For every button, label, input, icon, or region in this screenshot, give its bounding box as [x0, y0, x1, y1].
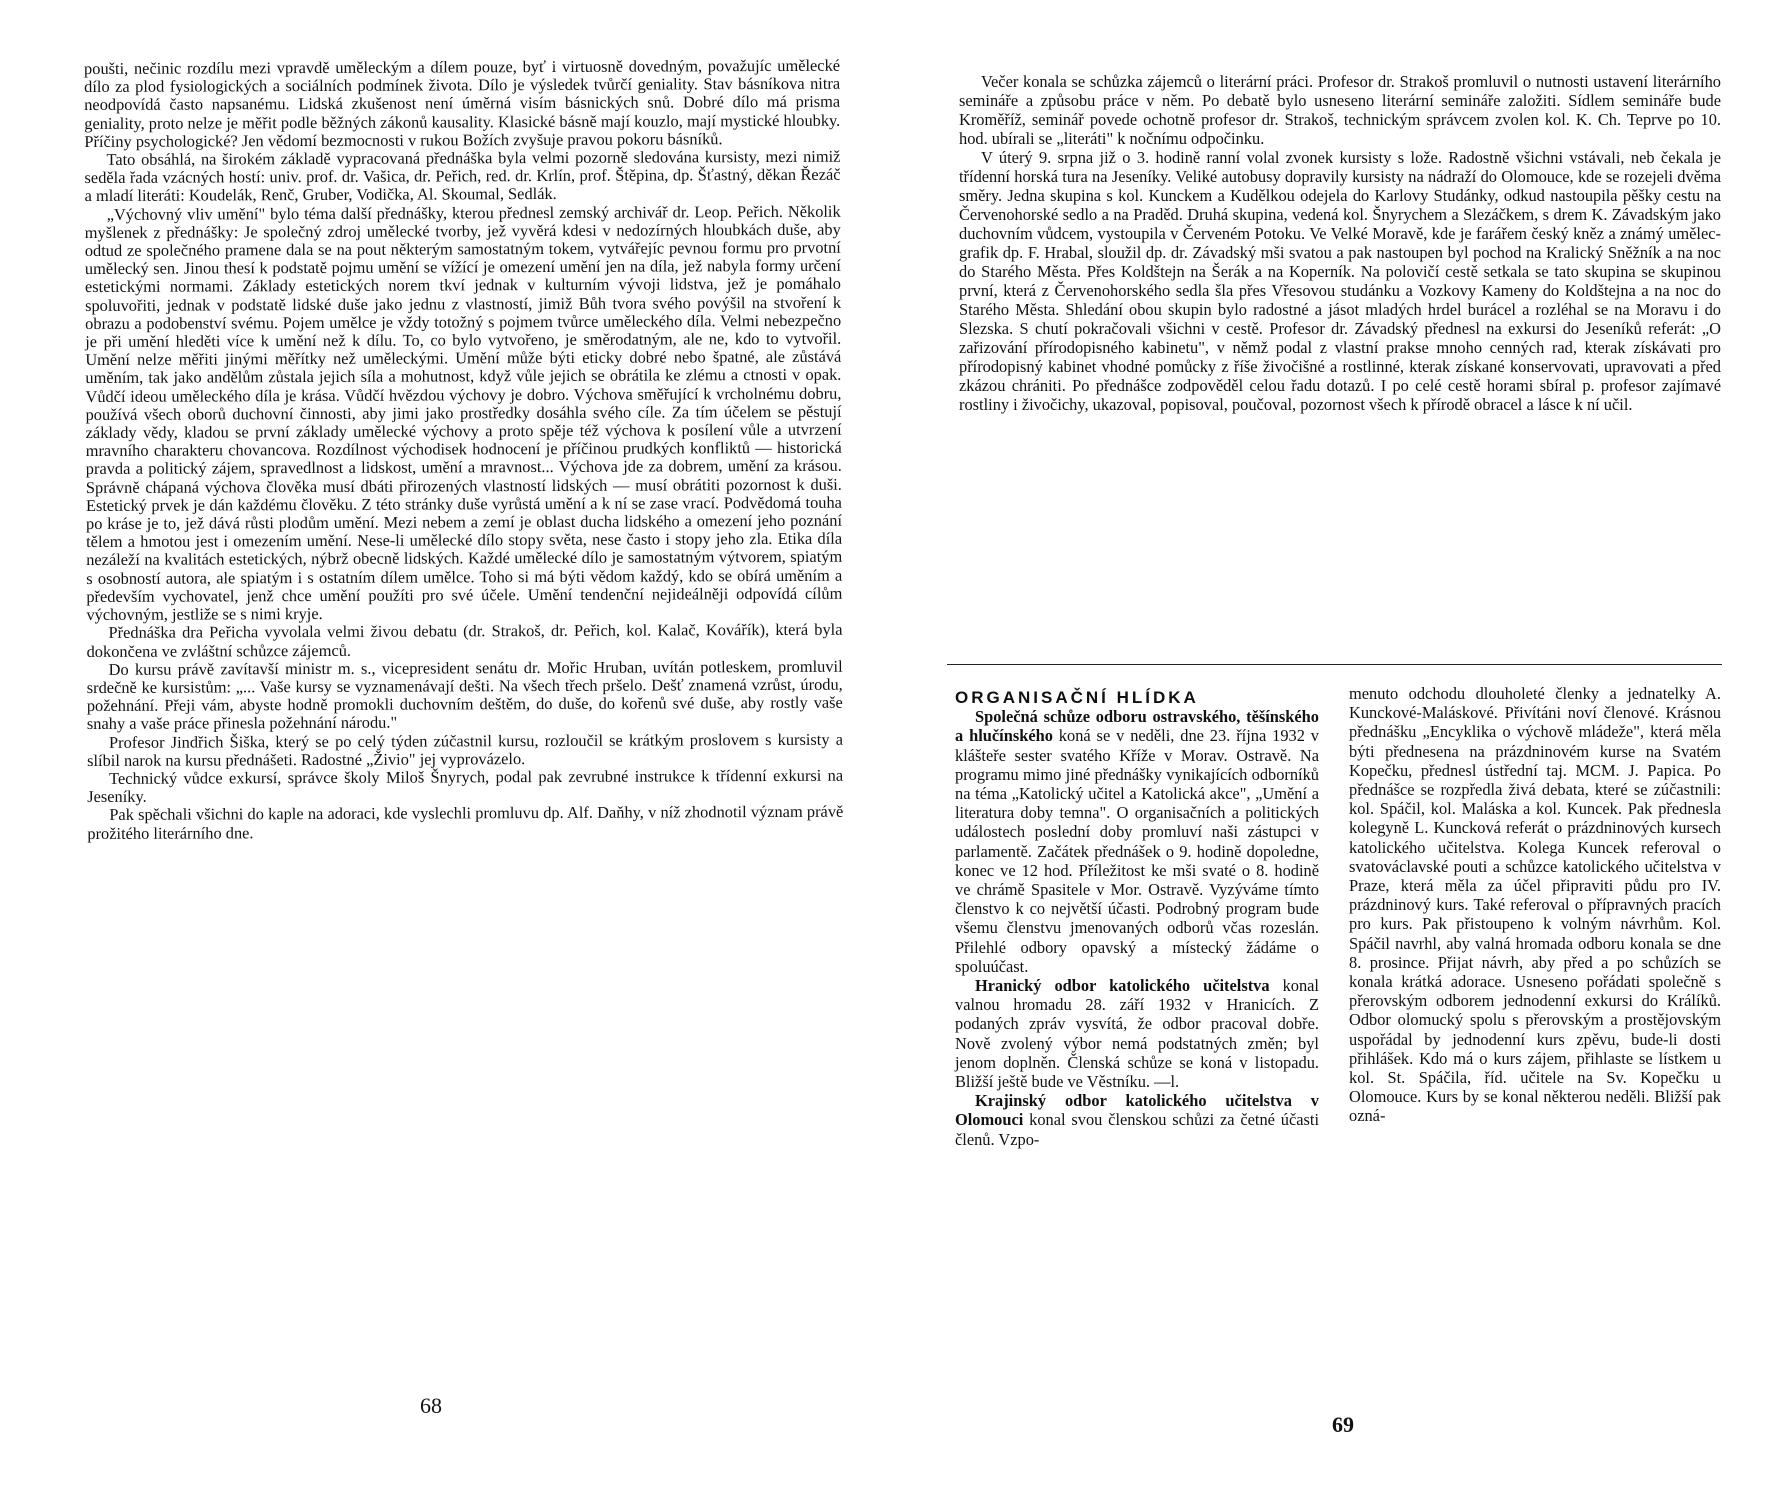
- paragraph: Profesor Jindřich Šiška, který se po celý týden zúčastnil kursu, rozloučil se krátkým proslovem s kursisty a slíbil narok na kursu přednášeti. Radostné „Živio" jej vyprovázelo.: [87, 729, 844, 770]
- paragraph: poušti, nečinic rozdílu mezi vpravdě uměleckým a dílem pouze, byť i virtuosně dovedným, považujíc umělecké dílo za plod fysiologických a sociálních podmínek života. Dílo je výsledek tvůrčí geniality. Stav básníkova nitra neodpovídá často napsanému. Lidská zkušenost není úměrná visím básnických snů. Dobré dílo má prisma geniality, proto nelze je měřit podle běžných zákonů kausality. Klasické básně mají kouzlo, mají mystické hloubky. Příčiny psychologické? Jen vědomí bezmocnosti v rukou Božích zvyšuje pravou pokoru básníků.: [83, 55, 841, 151]
- paragraph: Do kursu právě zavítavší ministr m. s., vicepresident senátu dr. Mořic Hruban, uvítán potleskem, promluvil srdečně ke kursistům: „... Vaše kursy se vyznamenávají dešti. Na všech třech pršelo. Dešť znamená vzrůst, úrodu, požehnání. Přeji vám, abyste hodně promokli duchovním deštěm, do duše, do kořenů své duše, aby rostly vaše snahy a vaše práce přinesla požehnání národu.": [86, 656, 843, 734]
- page-number: 69: [1332, 1412, 1354, 1437]
- paragraph: Přednáška dra Peřicha vyvolala velmi živou debatu (dr. Strakoš, dr. Peřich, kol. Kalač, Kovářík), která byla dokončena ve zvláštní schůzce zájemců.: [86, 619, 843, 661]
- left-page-text: [84, 57, 843, 843]
- notice-paragraph: [955, 1091, 1319, 1149]
- column-left: [955, 688, 1319, 1149]
- paragraph: Tato obsáhlá, na širokém základě vypracovaná přednáška byla velmi pozorně sledována kursisty, mezi nimiž seděla řada vzácných hostí: univ. prof. dr. Vašica, dr. Peřich, red. dr. Krlín, prof. Štěpina, dp. Šťastný, děkan Řezáč a mladí literáti: Koudelák, Renč, Gruber, Vodička, Al. Skoumal, Sedlák.: [84, 146, 841, 206]
- paragraph: Technický vůdce exkursí, správce školy Miloš Šnyrych, podal pak zevrubné instrukce k třídenní exkursi na Jeseníky.: [87, 765, 844, 807]
- notice-text: konal valnou hromadu 28. září 1932 v Hranicích. Z podaných zpráv vysvítá, že odbor pracoval dobře. Nově zvolený výbor nemá podstatných změn; byl jenom doplněn. Členská schůze se koná v listopadu. Bližší ještě bude ve Věstníku. —l.: [955, 976, 1319, 1092]
- section-heading: ORGANISAČNÍ HLÍDKA: [955, 688, 1199, 707]
- notice-lead: Krajinský odbor katolického učitelstva v Olomouci: [955, 1091, 1319, 1130]
- notice-paragraph: [955, 707, 1319, 976]
- notice-lead: Společná schůze odboru ostravského, těšínského a hlučínského: [955, 707, 1319, 746]
- page-number: 68: [420, 1393, 442, 1418]
- column-right: [1349, 684, 1721, 1126]
- right-page: [889, 0, 1778, 1500]
- notice-lead: Hranický odbor katolického učitelstva: [975, 976, 1270, 996]
- notice-paragraph: [955, 976, 1319, 1091]
- paragraph: V úterý 9. srpna již o 3. hodině ranní volal zvonek kursisty s lože. Radostně všichni vstávali, neb čekala je třídenní horská tura na Jeseníky. Veliké autobusy dopravily kursisty na nádraží do Olomouce, kde se rozejeli dvěma směry. Jedna skupina s kol. Kunckem a Kudělkou odejela do Karlovy Studánky, odkud nastoupila pěšky cestu na Červenohorské sedlo a na Praděd. Druhá skupina, vedená kol. Šnyrychem a Slezáčkem, s drem K. Závadským jako duchovním vůdcem, vystoupila v Červeném Potoku. Ve Velké Moravě, kde je farářem český kněz a známý umělec-grafik dp. F. Hrabal, sloužil dp. dr. Závadský mši svatou a pak nastoupen byl pochod na Kralický Sněžník a na noc do Starého Města. Přes Koldštejn na Šerák a na Koperník. Na polovičí cestě setkala se tato skupina se skupinou první, která z Červenohorského sedla šla přes Vřesovou studánku a Vozkovy Kameny do Koldštejna a na noc do Starého Města. Shledání obou skupin bylo radostné a jásot mladých hrdel burácel a rozléhal se na Moravu i do Slezska. S chutí pokračovali všichni v cestě. Profesor dr. Závadský přednesl na exkursi do Jeseníků referát: „O zařizování přírodopisného kabinetu", v němž podal z vlastní prakse mnoho cenných rad, kterak získávati pro přírodopisný kabinet vhodné pomůcky z říše živočišné a rostlinné, kterak získané konservovati, upravovati a před zkázou chrániti. Po přednášce zodpověděl celou řadu dotazů. I po celé cestě horami sbíral p. profesor zajímavé rostliny i živočichy, ukazoval, popisoval, poučoval, pozornost všech k přírodě obracel a lásce k ní učil.: [959, 148, 1721, 414]
- notice-text: konal svou členskou schůzi za četné účasti členů. Vzpo-: [955, 1110, 1319, 1149]
- paragraph: Pak spěchali všichni do kaple na adoraci, kde vyslechli promluvu dp. Alf. Daňhy, v níž zhodnotil význam právě prožitého literárního dne.: [87, 802, 844, 843]
- section-divider: [947, 664, 1722, 665]
- paragraph: „Výchovný vliv umění" bylo téma další přednášky, kterou přednesl zemský archivář dr. Leop. Peřich. Několik myšlenek z přednášky: Je společný zdroj umělecké tvorby, jež vyvěrá kdesi v nedozírných hloubkách duše, aby odtud ze společného pramene dala se na pout některým samostatným tokem, vytvářejíc pevnou formu pro prvotní umělecký sen. Jinou thesí k podstatě pojmu umění se vížící je omezení umění jen na díla, jež nabyla formy určení estetickými normami. Základy estetických norem tkví jednak v kulturním vývoji lidstva, jež je pomáhalo spoluvořiti, jednak v podstatě lidské duše jako jednu z vlastností, jimiž Bůh tvora svého povýšil na stvoření k obrazu a podobenství svému. Pojem umělce je vždy totožný s pojmem tvůrce uměleckého díla. Velmi nebezpečno je při umění hleděti více k umění než k dílu. To, co bylo vytvořeno, je směrodatným, ale ne, kdo to vytvořil. Umění nelze měřiti jinými měřítky než uměleckými. Umění může býti eticky dobré nebo špatné, ale zůstává uměním, tak jako andělům zůstala jejich síla a mohutnost, když vůle jejich se obrátila ke zlému a ctnosti v opak. Vůdčí ideou uměleckého díla je krása. Vůdčí hvězdou výchovy je dobro. Výchova směřující k vrcholnému dobru, používá všech oborů duchovní činnosti, aby jimi jako prostředky dosáhla svého cíle. Za tím účelem se pěstují základy vědy, kladou se první základy umělecké výchovy a proto spěje též výchova k posílení vůle a utvrzení mravního charakteru chovancova. Rozdílnost východisek hodnocení je příčinou prudkých konfliktů — historická pravda a politický zájem, spravedlnost a lidskost, umění a mravnost... Výchova jde za dobrem, umění za krásou. Správně chápaná výchova člověka musí dbáti přirozených vlastností lidských — musí obrátiti pozornost k duši. Estetický prvek je dán každému člověku. Z této stránky duše vyrůstá umění a k ní se zase vrací. Podvědomá touha po kráse je to, jež dává růsti plodům umění. Mezi nebem a zemí je oblast ducha lidského a omezení jeho poznání tělem a hmotou jest i omezením umění. Nese-li umělecké dílo stopy světa, nese často i stopy jeho zla. Etika díla nezáleží na kvalitách estetických, nýbrž obecně lidských. Každé umělecké dílo je samostatným výtvorem, spiatým s osobností autora, ale spiatým i s ostatním dílem umělce. Toho si má býti vědom každý, kdo se obírá uměním a především vychovatel, jenž chce umění použíti pro své účele. Umění tendenční nejideálněji odpovídá cílům výchovným, jestliže se s nimi kryje.: [84, 201, 843, 625]
- notice-text: koná se v neděli, dne 23. října 1932 v klášteře sester svatého Kříže v Morav. Ostravě. Na programu mimo jiné přednášky vynikajících odborníků na téma „Katolický učitel a Katolická akce", „Umění a literatura doby temna". O organisačních a politických událostech poslední doby promluví naši zástupci v parlamentě. Začátek přednášek o 9. hodině dopoledne, konec ve 12 hod. Příležitost ke mši svaté o 8. hodině ve chrámě Spasitele v Mor. Ostravě. Vyzýváme tímto členstvo k co největší účasti. Podrobný program bude všemu členstvu jmenovaných odborů včas rozeslán. Přilehlé odbory opavský a místecký žádáme o spoluúčast.: [955, 726, 1319, 976]
- notice-continuation: menuto odchodu dlouholeté členky a jednatelky A. Kunckové-Maláskové. Přivítáni noví členové. Krásnou přednášku „Encyklika o výchově mládeže", která měla býti přednesena na prázdninovém kurse na Svatém Kopečku, přednesl ústřední taj. MCM. J. Papica. Po přednášce se rozpředla živá debata, které se zúčastnili: kol. Spáčil, kol. Maláska a kol. Kuncek. Pak přednesla kolegyně L. Kuncková referát o prázdninových kursech katolického učitelstva. Kolega Kuncek referoval o svatováclavské pouti a schůzce katolického učitelstva v Praze, která měla za účel připraviti půdu pro IV. prázdninový kurs. Také referoval o přípravných pracích pro kurs. Pak přistoupeno k volným návrhům. Kol. Spáčil navrhl, aby valná hromada odboru konala se dne 8. prosince. Přijat návrh, aby před a po schůzích se konala krátká adorace. Usneseno pořádati společně s přerovským odborem jednodenní exkursi do Králíků. Odbor olomucký spolu s přerovským a prostějovským uspořádal by jednodenní kurs zpěvu, bude-li dosti přihlášek. Kdo má o kurs zájem, přihlaste se lístkem u kol. St. Spáčila, říd. učitele na Sv. Kopečku u Olomouce. Kurs by se konal některou neděli. Bližší pak ozná-: [1349, 684, 1721, 1126]
- paragraph: Večer konala se schůzka zájemců o literární práci. Profesor dr. Strakoš promluvil o nutnosti ustavení literárního semináře a způsobu práce v něm. Po debatě bylo usneseno literární semináře založiti. Sídlem semináře bude Kroměříž, seminář povede ochotně profesor dr. Strakoš, technickým správcem zvolen kol. K. Ch. Teprve po 10. hod. ubírali se „literáti" k nočnímu odpočinku.: [959, 72, 1721, 148]
- right-page-top-text: [959, 72, 1721, 414]
